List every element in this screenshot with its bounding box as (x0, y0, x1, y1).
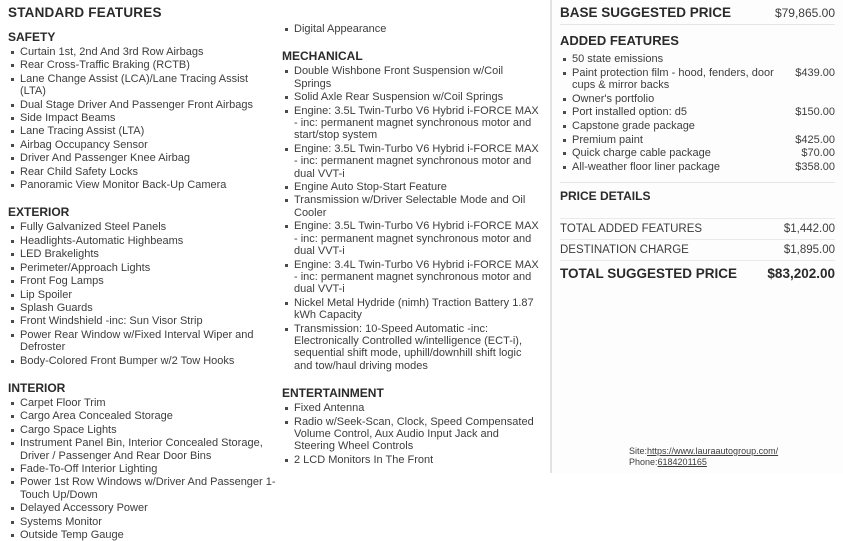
feature-item (282, 143, 542, 180)
feature-item-label: LED Brakelights (20, 248, 99, 261)
feature-item (282, 402, 542, 414)
feature-item-label: Radio w/Seek-Scan, Clock, Speed Compensated Volume Control, Aux Audio Input Jack and Steering Wheel Controls (294, 415, 534, 453)
bullet-icon (11, 320, 14, 323)
feature-list (8, 46, 276, 191)
total-price-label: TOTAL SUGGESTED PRICE (560, 266, 738, 282)
feature-item-label: Power Rear Window w/Fixed Interval Wiper and Defroster (20, 328, 254, 354)
feature-item (8, 502, 276, 514)
feature-item (8, 221, 276, 233)
feature-item (282, 105, 542, 142)
price-panel (550, 0, 843, 473)
feature-item (282, 323, 542, 373)
feature-item (8, 410, 276, 422)
feature-item (8, 289, 276, 301)
feature-item (8, 166, 276, 178)
feature-list (282, 402, 542, 466)
features-column-1-sections (8, 30, 276, 541)
bullet-icon (11, 184, 14, 187)
bullet-icon (285, 70, 288, 73)
feature-item-label: Carpet Floor Trim (20, 396, 106, 409)
feature-item-label: Lane Change Assist (LCA)/Lane Tracing Assist (LTA) (20, 72, 249, 98)
feature-item-label: Engine: 3.5L Twin-Turbo V6 Hybrid i-FORCE MAX - inc: permanent magnet synchronous motor and dual VVT-i (294, 220, 539, 258)
bullet-icon (285, 225, 288, 228)
feature-section (282, 49, 542, 372)
bullet-icon (11, 104, 14, 107)
feature-item-label: Solid Axle Rear Suspension w/Coil Springs (294, 91, 504, 104)
bullet-icon (11, 429, 14, 432)
bullet-icon (285, 421, 288, 424)
feature-item (282, 220, 542, 257)
feature-item (8, 529, 276, 541)
feature-item (282, 454, 542, 466)
bullet-icon (563, 111, 566, 114)
feature-item-label: Transmission w/Driver Selectable Mode and Oil Cooler (294, 194, 526, 219)
bullet-icon (285, 28, 288, 31)
base-price-value: $79,865.00 (774, 6, 835, 20)
bullet-icon (285, 110, 288, 113)
feature-item-label: Curtain 1st, 2nd And 3rd Row Airbags (20, 46, 204, 58)
bullet-icon (285, 328, 288, 331)
bullet-icon (285, 264, 288, 267)
total-price-value: $83,202.00 (767, 266, 835, 282)
bullet-icon (285, 302, 288, 305)
feature-item-label: Lane Tracing Assist (LTA) (20, 125, 145, 138)
total-price-row (560, 260, 835, 287)
bullet-icon (11, 415, 14, 418)
bullet-icon (11, 240, 14, 243)
feature-item (8, 355, 276, 367)
site-link[interactable]: https://www.lauraautogroup.com/ (647, 446, 779, 456)
feature-item-label: Fixed Antenna (294, 402, 365, 415)
feature-item (8, 302, 276, 314)
feature-section (282, 386, 542, 466)
bullet-icon (563, 58, 566, 61)
feature-item (8, 424, 276, 436)
feature-item (282, 23, 542, 35)
bullet-icon (11, 144, 14, 147)
phone-label: Phone: (629, 457, 658, 467)
bullet-icon (11, 78, 14, 81)
bullet-icon (11, 294, 14, 297)
bullet-icon (285, 186, 288, 189)
feature-item-label: Engine Auto Stop-Start Feature (294, 181, 447, 194)
bullet-icon (11, 280, 14, 283)
feature-item-label: Engine: 3.5L Twin-Turbo V6 Hybrid i-FORCE MAX - inc: permanent magnet synchronous motor and start/stop system (294, 104, 539, 142)
feature-item (8, 248, 276, 260)
bullet-icon (11, 226, 14, 229)
feature-item-label: Splash Guards (20, 301, 93, 314)
bullet-icon (11, 117, 14, 120)
price-details-heading: PRICE DETAILS (560, 182, 835, 208)
added-feature-price: $425.00 (795, 133, 835, 146)
bullet-icon (11, 534, 14, 537)
bullet-icon (11, 267, 14, 270)
added-feature-label: Capstone grade package (572, 119, 695, 132)
feature-item (8, 152, 276, 164)
bullet-icon (11, 468, 14, 471)
feature-item-label: Cargo Area Concealed Storage (20, 410, 173, 423)
feature-item-label: Rear Cross-Traffic Braking (RCTB) (20, 59, 190, 72)
feature-item (282, 65, 542, 90)
feature-section (282, 23, 542, 35)
feature-item (8, 99, 276, 111)
bullet-icon (563, 139, 566, 142)
bullet-icon (563, 152, 566, 155)
feature-item-label: Outside Temp Gauge (20, 529, 124, 541)
bullet-icon (563, 98, 566, 101)
feature-item (8, 476, 276, 501)
added-feature-label: 50 state emissions (572, 53, 664, 65)
features-column-1 (8, 3, 280, 541)
feature-item (282, 194, 542, 219)
phone-link[interactable]: 6184201165 (657, 457, 707, 467)
added-feature-label: Paint protection film - hood, fenders, door cups & mirror backs (572, 66, 774, 92)
feature-list (282, 23, 542, 35)
bullet-icon (11, 130, 14, 133)
feature-item-label: Power 1st Row Windows w/Driver And Passenger 1-Touch Up/Down (20, 476, 276, 501)
added-feature-label: Quick charge cable package (572, 147, 711, 160)
added-features-heading: ADDED FEATURES (560, 33, 679, 48)
feature-section (8, 205, 276, 366)
feature-item-label: Fully Galvanized Steel Panels (20, 221, 167, 234)
added-feature-row (560, 93, 835, 106)
feature-item (282, 416, 542, 453)
feature-item-label: Lip Spoiler (20, 288, 72, 301)
added-feature-label: Port installed option: d5 (572, 106, 687, 119)
added-feature-row (560, 106, 835, 119)
feature-item-label: Fade-To-Off Interior Lighting (20, 462, 158, 475)
bullet-icon (11, 64, 14, 67)
feature-item-label: Engine: 3.5L Twin-Turbo V6 Hybrid i-FORCE MAX - inc: permanent magnet synchronous motor and dual VVT-i (294, 142, 539, 180)
phone-line (629, 457, 778, 468)
feature-item-label: Delayed Accessory Power (20, 502, 148, 515)
added-feature-price: $150.00 (795, 106, 835, 119)
section-heading: INTERIOR (8, 380, 66, 395)
feature-item-label: Transmission: 10-Speed Automatic -inc: Electronically Controlled w/intelligence (ECT-i), sequential shift mode, uphill/downhill shift logic and tow/haul driving modes (294, 322, 523, 372)
feature-item-label: Body-Colored Front Bumper w/2 Tow Hooks (20, 354, 235, 367)
price-detail-row (560, 218, 835, 239)
section-heading: ENTERTAINMENT (282, 386, 384, 401)
feature-item-label: Systems Monitor (20, 515, 102, 528)
added-feature-label: Premium paint (572, 133, 643, 146)
added-features-list (560, 53, 835, 173)
feature-item (8, 139, 276, 151)
feature-item-label: Dual Stage Driver And Passenger Front Airbags (20, 98, 253, 111)
feature-item (282, 297, 542, 322)
feature-item (8, 59, 276, 71)
bullet-icon (11, 253, 14, 256)
bullet-icon (11, 171, 14, 174)
feature-item (282, 91, 542, 103)
base-price-label: BASE SUGGESTED PRICE (560, 5, 732, 20)
feature-list (8, 221, 276, 366)
feature-item (8, 179, 276, 191)
bullet-icon (285, 148, 288, 151)
bullet-icon (11, 442, 14, 445)
features-column-2 (280, 3, 546, 473)
feature-item-label: Cargo Space Lights (20, 423, 117, 436)
section-heading: EXTERIOR (8, 205, 70, 220)
feature-item (8, 73, 276, 98)
added-feature-price: $358.00 (795, 160, 835, 173)
page-title: STANDARD FEATURES (8, 5, 162, 20)
site-line (629, 446, 778, 457)
feature-item-label: Nickel Metal Hydride (nimh) Traction Battery 1.87 kWh Capacity (294, 296, 534, 322)
feature-item-label: Digital Appearance (294, 23, 387, 35)
feature-item (282, 181, 542, 193)
added-feature-price: $439.00 (795, 66, 835, 79)
feature-list (8, 397, 276, 541)
feature-item-label: 2 LCD Monitors In The Front (294, 453, 434, 466)
feature-list (282, 65, 542, 372)
features-column-2-sections (282, 23, 542, 466)
added-feature-row (560, 134, 835, 147)
price-detail-label: DESTINATION CHARGE (560, 244, 689, 257)
bullet-icon (11, 360, 14, 363)
bullet-icon (11, 157, 14, 160)
price-detail-value: $1,895.00 (783, 244, 835, 257)
added-feature-row (560, 120, 835, 133)
dealer-contact-footer (629, 446, 778, 468)
feature-item (8, 397, 276, 409)
feature-item (8, 275, 276, 287)
bullet-icon (285, 407, 288, 410)
bullet-icon (11, 307, 14, 310)
added-feature-price: $70.00 (801, 147, 835, 160)
price-detail-row (560, 239, 835, 260)
bullet-icon (11, 402, 14, 405)
bullet-icon (285, 199, 288, 202)
feature-item-label: Front Fog Lamps (20, 275, 104, 288)
bullet-icon (285, 96, 288, 99)
price-details-table (560, 218, 835, 260)
feature-item (8, 315, 276, 327)
feature-item (8, 125, 276, 137)
feature-item (8, 329, 276, 354)
bullet-icon (11, 51, 14, 54)
bullet-icon (11, 481, 14, 484)
feature-item (8, 262, 276, 274)
added-feature-label: Owner's portfolio (572, 92, 655, 105)
feature-item (282, 259, 542, 296)
feature-item-label: Panoramic View Monitor Back-Up Camera (20, 179, 227, 192)
bullet-icon (11, 521, 14, 524)
feature-item (8, 112, 276, 124)
bullet-icon (11, 334, 14, 337)
feature-item-label: Engine: 3.4L Twin-Turbo V6 Hybrid i-FORCE MAX - inc: permanent magnet synchronous motor and dual VVT-i (294, 258, 539, 296)
added-feature-row (560, 147, 835, 160)
price-detail-label: TOTAL ADDED FEATURES (560, 223, 703, 236)
feature-item-label: Double Wishbone Front Suspension w/Coil Springs (294, 65, 504, 90)
feature-item-label: Front Windshield -inc: Sun Visor Strip (20, 315, 203, 328)
bullet-icon (285, 459, 288, 462)
feature-item-label: Perimeter/Approach Lights (20, 261, 151, 274)
feature-item (8, 46, 276, 58)
section-heading: MECHANICAL (282, 49, 363, 64)
added-feature-row (560, 53, 835, 66)
section-heading: SAFETY (8, 30, 56, 44)
feature-section (8, 381, 276, 541)
price-detail-value: $1,442.00 (783, 223, 835, 236)
feature-item-label: Side Impact Beams (20, 112, 116, 125)
bullet-icon (563, 72, 566, 75)
feature-item-label: Airbag Occupancy Sensor (20, 138, 148, 151)
feature-item (8, 463, 276, 475)
bullet-icon (563, 125, 566, 128)
added-feature-label: All-weather floor liner package (572, 160, 720, 173)
feature-item-label: Rear Child Safety Locks (20, 165, 138, 178)
base-price-row (560, 2, 835, 25)
feature-item (8, 516, 276, 528)
bullet-icon (11, 507, 14, 510)
site-label: Site: (629, 446, 648, 456)
bullet-icon (563, 166, 566, 169)
feature-item-label: Instrument Panel Bin, Interior Concealed Storage, Driver / Passenger And Rear Door Bins (20, 437, 263, 462)
feature-item (8, 235, 276, 247)
added-feature-row (560, 161, 835, 174)
feature-item (8, 437, 276, 462)
added-feature-row (560, 67, 835, 92)
feature-section (8, 30, 276, 191)
feature-item-label: Driver And Passenger Knee Airbag (20, 152, 190, 165)
feature-item-label: Headlights-Automatic Highbeams (20, 234, 184, 247)
